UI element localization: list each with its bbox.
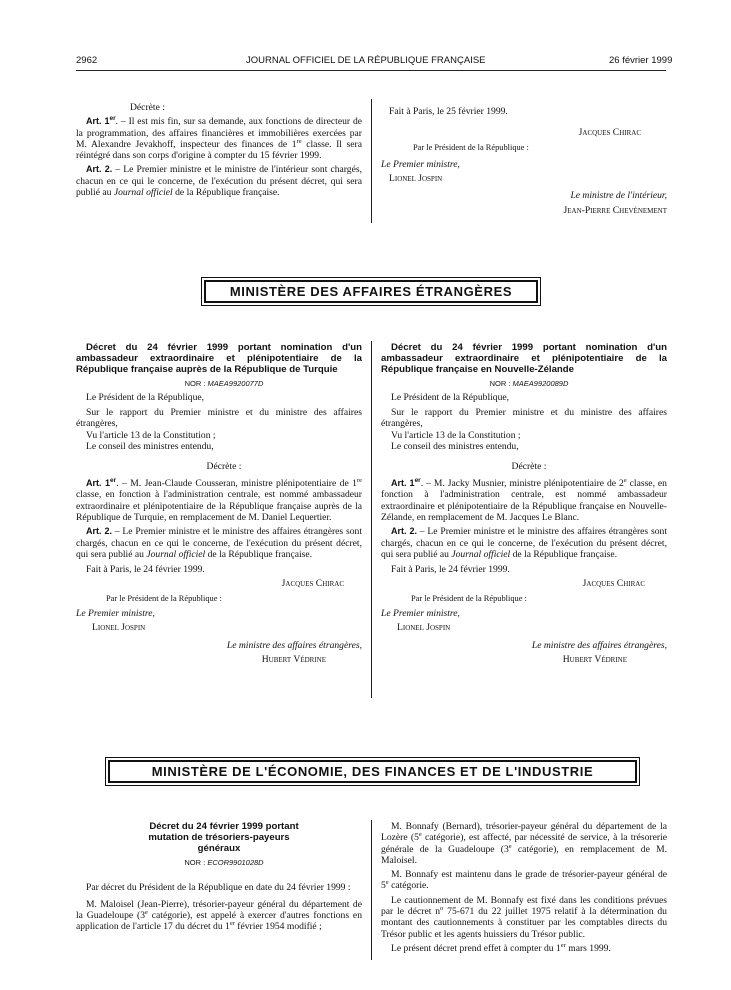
par-le-president: Par le Président de la République : [106, 593, 222, 603]
decret-tresoriers-left [76, 821, 362, 935]
visa-line: Sur le rapport du Premier ministre et du ministre des affaires étrangères, [381, 406, 667, 429]
visa-line: Le Président de la République, [86, 392, 205, 404]
nor-reference: NOR : MAEA9920077D [184, 379, 264, 388]
article-1: Art. 1er. – Il est mis fin, sur sa demande, aux fonctions de directeur de la programmation, des affaires financières et immobilières exercées par M. Alexandre Jevakhoff, inspecteur des finances de 1re classe. Il sera réintégré dans son corps d'origine à compter du 15 février 1999. [76, 115, 362, 162]
column-separator-bottom [371, 820, 372, 960]
paragraph: M. Bonnafy (Bernard), trésorier-payeur général du département de la Lozère (5e catégorie), est affecté, par nécessité de service, à la trésorerie générale de la Guadeloupe (3e catégorie), en remplacement de M. Maloisel. [381, 821, 667, 866]
par-le-president: Par le Président de la République : [413, 142, 529, 152]
decret-nouvelle-zelande [381, 342, 667, 668]
article-1: Art. 1er. – M. Jean-Claude Cousseran, ministre plénipotentiaire de 1re classe, en fonction à l'administration centrale, est nommé ambassadeur extraordinaire et plénipotentiaire de la République française auprès de la République de Turquie, en remplacement de M. Daniel Lequertier. [76, 476, 362, 523]
visa-line: Le Président de la République, [391, 392, 510, 404]
article-label: Art. 1er [86, 477, 117, 489]
premier-ministre-title: Le Premier ministre, [381, 158, 460, 170]
ministre-name: Jean-Pierre Chevènement [563, 204, 667, 216]
article-label: Art. 2. [86, 526, 112, 537]
page-number: 2962 [76, 55, 98, 66]
header-rule [76, 70, 666, 71]
section-title: MINISTÈRE DE L'ÉCONOMIE, DES FINANCES ET DE L'INDUSTRIE [108, 760, 637, 783]
visa-line: Le conseil des ministres entendu, [86, 441, 214, 453]
paragraph: Le cautionnement de M. Bonnafy est fixé dans les conditions prévues par le décret $n^o$ 75-671 du 22 juillet 1975 relatif à la détermination du montant des cautionnements à constituer par les comptables directs du Trésor public et les agents huissiers du Trésor public. [381, 894, 667, 940]
column-separator-top [371, 99, 372, 223]
premier-ministre-title: Le Premier ministre, [76, 608, 155, 620]
premier-ministre-name: Lionel Jospin [389, 173, 443, 185]
president-signature: Jacques Chirac [578, 127, 641, 139]
president-signature: Jacques Chirac [281, 578, 344, 590]
nor-reference: NOR : MAEA9920089D [489, 379, 569, 388]
decret-title: Décret du 24 février 1999 portant nomination d'un ambassadeur extraordinaire et plénipotentiaire de la République française auprès de la République de Turquie [76, 342, 362, 375]
premier-ministre-title: Le Premier ministre, [381, 608, 460, 620]
visa-line: Vu l'article 13 de la Constitution ; [391, 430, 521, 442]
decret-turquie [76, 342, 362, 668]
top-right-column [381, 106, 667, 219]
decrete-heading: Décrète : [206, 460, 242, 472]
visa-line: Le conseil des ministres entendu, [391, 441, 519, 453]
article-2: Art. 2. – Le Premier ministre et le ministre des affaires étrangères sont chargés, chacun en ce qui le concerne, de l'exécution du présent décret, qui sera publié au Journal officiel de la République française. [381, 526, 667, 560]
paragraph: Par décret du Président de la République en date du 24 février 1999 : [86, 882, 351, 894]
nor-reference: NOR : ECOR9901028D [184, 858, 264, 867]
article-2: Art. 2. – Le Premier ministre et le ministre des affaires étrangères sont chargés, chacun en ce qui le concerne, de l'exécution du présent décret, qui sera publié au Journal officiel de la République française. [76, 526, 362, 560]
fait-line: Fait à Paris, le 24 février 1999. [391, 564, 510, 576]
ministre-name: Hubert Védrine [261, 653, 326, 665]
section-header-affaires-etrangeres [201, 277, 541, 306]
column-separator-middle [371, 341, 372, 698]
decrete-heading: Décrète : [130, 102, 165, 113]
paragraph: Le présent décret prend effet à compter du 1er mars 1999. [391, 941, 611, 954]
premier-ministre-name: Lionel Jospin [397, 622, 451, 634]
par-le-president: Par le Président de la République : [411, 593, 527, 603]
ministre-name: Hubert Védrine [562, 653, 627, 665]
top-left-column [76, 102, 362, 201]
paragraph: M. Bonnafy est maintenu dans le grade de trésorier-payeur général de 5e catégorie. [381, 869, 667, 892]
decrete-heading: Décrète : [511, 460, 547, 472]
journal-title: JOURNAL OFFICIEL DE LA RÉPUBLIQUE FRANÇAISE [246, 55, 486, 66]
president-signature: Jacques Chirac [582, 578, 645, 590]
ministre-title: Le ministre des affaires étrangères, [226, 639, 362, 651]
issue-date: 26 février 1999 [609, 55, 673, 66]
visa-line: Sur le rapport du Premier ministre et du ministre des affaires étrangères, [76, 406, 362, 429]
ministre-title: Le ministre de l'intérieur, [570, 190, 667, 202]
section-title: MINISTÈRE DES AFFAIRES ÉTRANGÈRES [204, 280, 538, 303]
decret-title: Décret du 24 février 1999 portant nomination d'un ambassadeur extraordinaire et plénipotentiaire de la République française en Nouvelle-Zélande [381, 342, 667, 375]
premier-ministre-name: Lionel Jospin [92, 622, 146, 634]
article-1: Art. 1er. – M. Jacky Musnier, ministre plénipotentiaire de 2e classe, en fonction à l'administration centrale, est nommé ambassadeur extraordinaire et plénipotentiaire de la République française en Nouvelle-Zélande, en remplacement de M. Jacques Le Blanc. [381, 476, 667, 523]
section-header-economie [105, 757, 640, 786]
article-label: Art. 2. [86, 164, 113, 175]
paragraph: M. Maloisel (Jean-Pierre), trésorier-payeur général du département de la Guadeloupe (3e catégorie), est appelé à exercer d'autres fonctions en application de l'article 17 du décret du 1er février 1954 modifié ; [76, 898, 362, 933]
ministre-title: Le ministre des affaires étrangères, [531, 639, 667, 651]
article-label: Art. 1er [391, 477, 421, 489]
article-label: Art. 2. [391, 526, 417, 537]
article-label: Art. 1er [86, 115, 116, 127]
fait-line: Fait à Paris, le 25 février 1999. [389, 106, 508, 117]
decret-tresoriers-right [381, 821, 667, 957]
fait-line: Fait à Paris, le 24 février 1999. [86, 564, 205, 576]
visa-line: Vu l'article 13 de la Constitution ; [86, 430, 216, 442]
article-2: Art. 2. – Le Premier ministre et le ministre de l'intérieur sont chargés, chacun en ce qui le concerne, de l'exécution du présent décret, qui sera publié au Journal officiel de la République française. [76, 164, 362, 199]
decret-title: Décret du 24 février 1999 portant mutation de trésoriers-payeurs généraux [148, 821, 299, 854]
